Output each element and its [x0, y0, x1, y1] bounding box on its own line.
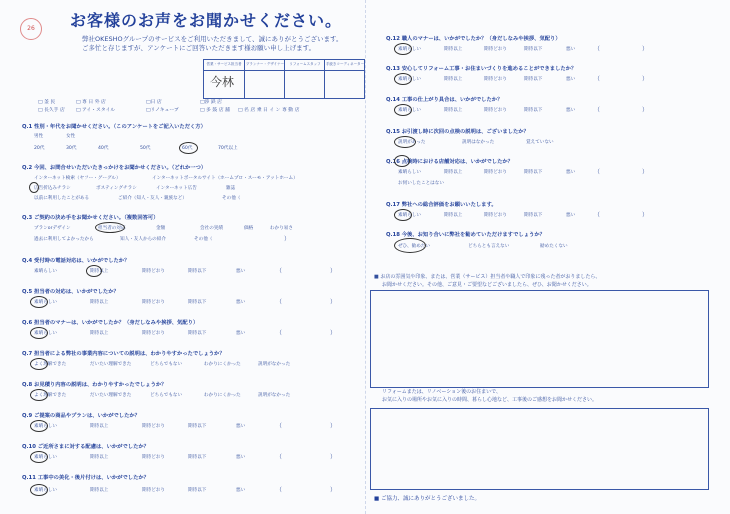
option-source[interactable]: インターネットポータルサイト（ホームプロ・スーモ・アットホーム）	[152, 176, 298, 181]
option-rating[interactable]: 期待以下	[188, 300, 207, 305]
property-item[interactable]: □日 店	[146, 100, 162, 105]
option-rating[interactable]: 期待どおり	[142, 455, 165, 460]
option-male[interactable]: 男性	[34, 134, 44, 139]
option-age[interactable]: 30代	[66, 146, 77, 151]
question-18: Q.18 今後、お知り合いに弊社を勧めていただけますでしょうか？	[386, 232, 545, 238]
option-understanding[interactable]: わかりにくかった	[204, 393, 241, 398]
staff-header-coordinator: 手続きコーディネーター	[325, 62, 365, 66]
question-7: Q.7 担当者による弊社の事業内容についての説明は、わかりやすかったでしょうか？	[22, 351, 225, 357]
column-divider	[365, 0, 367, 514]
comment2-prompt-2: お気に入りの場所やお気に入りの時間、暮らし心地など、工事後のご感想をお聞かせください。	[382, 397, 598, 403]
option-rating[interactable]: 期待以上	[90, 488, 109, 493]
option-rating[interactable]: 期待以上	[90, 269, 109, 274]
property-item[interactable]: □渉 鉄 店	[200, 100, 222, 105]
option-age[interactable]: 60代	[182, 146, 193, 151]
option-rating[interactable]: 期待以上	[444, 108, 463, 113]
option-rating[interactable]: 期待以下	[524, 108, 543, 113]
selection-circle	[30, 296, 48, 308]
comment1-prompt-1: ■ お店の雰囲気や印象、または、営業（サービス）担当者や職人で印象に残った者がおりましたら、	[374, 274, 601, 280]
option-age[interactable]: 20代	[34, 146, 45, 151]
option-source[interactable]: ご紹介（知人・友人・親族など）	[118, 196, 187, 201]
selection-circle	[30, 420, 48, 432]
selection-circle	[394, 104, 412, 116]
paren-pair: （ ）	[276, 299, 337, 306]
option-source[interactable]: その他（	[222, 196, 241, 201]
property-item[interactable]: □ 長久手 店	[38, 108, 65, 113]
paren-pair: （ ）	[594, 169, 649, 176]
option-source[interactable]: ポスティングチラシ	[96, 186, 137, 191]
selection-circle	[394, 238, 426, 253]
option-source[interactable]: 以前に利用したことがある	[34, 196, 90, 201]
option-rating[interactable]: 期待どおり	[484, 47, 507, 52]
selection-circle	[30, 327, 48, 339]
comment2-prompt-1: リフォームまたは、リノベーション後のお住まいで、	[382, 389, 502, 395]
option-rating[interactable]: 悪い	[236, 455, 246, 460]
option-recommend[interactable]: 勧めたくない	[540, 244, 568, 249]
option-age[interactable]: 70代以上	[218, 146, 238, 151]
question-5: Q.5 担当者の対応は、いかがでしたか？	[22, 289, 119, 295]
option-rating[interactable]: 期待どおり	[142, 300, 165, 305]
option-rating[interactable]: 素晴らしい	[34, 455, 57, 460]
option-rating[interactable]: 悪い	[566, 77, 576, 82]
option-rating[interactable]: 素晴らしい	[398, 108, 421, 113]
option-reason[interactable]: 会社の実績	[200, 226, 223, 231]
option-rating[interactable]: 期待以上	[90, 300, 109, 305]
property-item[interactable]: □ 釜 民	[38, 100, 56, 105]
option-reason[interactable]: 担当者の対応	[98, 226, 126, 231]
option-understanding[interactable]: わかりにくかった	[204, 362, 241, 367]
option-explanation[interactable]: 覚えていない	[526, 140, 554, 145]
option-reason[interactable]: わかり易さ	[270, 226, 293, 231]
option-rating[interactable]: 期待以下	[188, 455, 207, 460]
property-item[interactable]: □ アイ・スタイル	[76, 108, 116, 113]
option-rating[interactable]: 素晴らしい	[398, 77, 421, 82]
paren-close: ）	[284, 236, 291, 243]
option-rating[interactable]: 期待以下	[188, 424, 207, 429]
option-explanation[interactable]: 説明はなかった	[462, 140, 495, 145]
thank-you-footer: ■ ご協力、誠にありがとうございました。	[374, 496, 480, 502]
intro-line-2: ご多忙と存じますが、アンケートにご回答いただきます様お願い申し上げます。	[82, 44, 316, 52]
option-rating[interactable]: 期待どおり	[142, 331, 165, 336]
question-9: Q.9 ご提案の商品やプランは、いかがでしたか？	[22, 413, 140, 419]
option-understanding[interactable]: よく理解できた	[34, 362, 67, 367]
option-female[interactable]: 女性	[66, 134, 76, 139]
option-rating[interactable]: 期待以下	[524, 170, 543, 175]
option-never-visited[interactable]: お伺いしたことはない	[398, 181, 444, 186]
option-understanding[interactable]: だいたい理解できた	[90, 362, 132, 367]
option-rating[interactable]: 期待以下	[188, 488, 207, 493]
option-rating[interactable]: 悪い	[236, 488, 246, 493]
option-rating[interactable]: 期待以下	[188, 331, 207, 336]
option-understanding[interactable]: どちらでもない	[150, 362, 183, 367]
option-rating[interactable]: 期待どおり	[142, 269, 165, 274]
option-source[interactable]: インターネット検索（ヤフー・グーグル）	[34, 176, 121, 181]
option-rating[interactable]: 期待以上	[90, 424, 109, 429]
comment1-prompt-2: お聞かせください。その他、ご意見・ご要望などございましたら、ぜひ、お聞かせください。	[382, 282, 592, 288]
option-rating[interactable]: 期待以下	[188, 269, 207, 274]
option-understanding[interactable]: 説明がなかった	[258, 362, 291, 367]
paren-pair: （ ）	[276, 454, 337, 461]
option-rating[interactable]: 期待以下	[524, 213, 543, 218]
paren-pair: （ ）	[594, 46, 649, 53]
selection-circle	[30, 484, 48, 496]
option-rating[interactable]: 悪い	[566, 47, 576, 52]
staff-header-reform: リフォームスタッフ	[289, 62, 321, 66]
selection-circle	[394, 209, 412, 221]
option-rating[interactable]: 期待どおり	[484, 213, 507, 218]
paren-pair: （ ）	[276, 487, 337, 494]
property-item[interactable]: □ 専 日 外 店	[76, 100, 106, 105]
paren-pair: （ ）	[276, 268, 337, 275]
selection-circle	[394, 155, 410, 167]
survey-title: お客様のお声をお聞かせください。	[70, 11, 343, 30]
paren-pair: （ ）	[594, 107, 649, 114]
option-rating[interactable]: 素晴らしい	[398, 47, 421, 52]
option-rating[interactable]: 期待どおり	[484, 170, 507, 175]
question-2: Q.2 今回、お問合せいただいたきっかけをお聞かせください。（どれか一つ）	[22, 165, 207, 171]
question-10: Q.10 ご近所さまに対する配慮は、いかがでしたか？	[22, 444, 149, 450]
stamp-number: 26	[27, 25, 35, 32]
option-recommend[interactable]: どちらとも言えない	[468, 244, 510, 249]
option-age[interactable]: 50代	[140, 146, 151, 151]
option-reason[interactable]: 知人・友人からの紹介	[120, 237, 166, 242]
option-rating[interactable]: 悪い	[236, 300, 246, 305]
question-8: Q.8 お見積り内容の説明は、わかりやすかったでしょうか？	[22, 382, 167, 388]
option-rating[interactable]: 期待以上	[90, 331, 109, 336]
option-understanding[interactable]: どちらでもない	[150, 393, 183, 398]
selection-circle	[179, 142, 198, 154]
option-rating[interactable]: 素晴らしい	[34, 269, 57, 274]
option-rating[interactable]: 素晴らしい	[34, 488, 57, 493]
option-rating[interactable]: 期待以上	[90, 455, 109, 460]
selection-circle	[29, 182, 39, 193]
option-understanding[interactable]: だいたい理解できた	[90, 393, 132, 398]
question-16: Q.16 点検時における店舗対応は、いかがでしたか？	[386, 159, 513, 165]
option-rating[interactable]: 悪い	[236, 424, 246, 429]
option-reason[interactable]: プランorデザイン	[34, 226, 71, 231]
question-11: Q.11 工事中の美化・後片付けは、いかがでしたか？	[22, 475, 149, 481]
option-rating[interactable]: 悪い	[566, 108, 576, 113]
option-rating[interactable]: 期待以下	[524, 77, 543, 82]
selection-circle	[30, 358, 48, 370]
question-12: Q.12 職人のマナーは、いかがでしたか？（身だしなみや挨拶、気配り）	[386, 36, 561, 42]
property-item[interactable]: □ 多 鼓 店 舗	[200, 108, 230, 113]
question-13: Q.13 安心してリフォーム工事・お住まいづくりを進めることができましたか？	[386, 66, 577, 72]
option-source[interactable]: インターネット広告	[156, 186, 197, 191]
stamp-circle	[20, 18, 42, 40]
handwritten-staff-name: 今林	[210, 75, 235, 89]
intro-line-1: 弊社OKESHOグループのサービスをご利用いただきまして、誠にありがとうございます。	[82, 35, 343, 43]
paren-pair: （ ）	[276, 423, 337, 430]
option-explanation[interactable]: 説明があった	[398, 140, 426, 145]
property-item[interactable]: □ 名 店 乗 日 イ ン 専 動 店	[238, 108, 300, 113]
option-rating[interactable]: 期待どおり	[142, 488, 165, 493]
option-source[interactable]: 広告折込みチラシ	[34, 186, 71, 191]
option-source[interactable]: 雑誌	[226, 186, 236, 191]
selection-circle	[30, 451, 48, 463]
selection-circle	[394, 73, 412, 85]
option-rating[interactable]: 期待どおり	[142, 424, 165, 429]
staff-header-sales: 営業・サービス担当者	[206, 62, 242, 66]
paren-pair: （ ）	[594, 212, 649, 219]
paren-pair: （ ）	[594, 76, 649, 83]
question-1: Q.1 性別・年代をお聞かせください。（このアンケートをご記入いただく方）	[22, 124, 206, 130]
option-reason[interactable]: その他（	[194, 237, 213, 242]
selection-circle	[394, 136, 416, 148]
question-6: Q.6 担当者のマナーは、いかがでしたか？（身だしなみや挨拶、気配り）	[22, 320, 199, 326]
selection-circle	[30, 389, 48, 401]
option-rating[interactable]: 期待以上	[444, 47, 463, 52]
option-rating[interactable]: 素晴らしい	[34, 331, 57, 336]
option-rating[interactable]: 素晴らしい	[398, 170, 421, 175]
selection-circle	[394, 43, 412, 55]
option-rating[interactable]: 期待以上	[444, 77, 463, 82]
option-reason[interactable]: 過去に利用してよかったから	[34, 237, 94, 242]
question-4: Q.4 受付時の電話対応は、いかがでしたか？	[22, 258, 130, 264]
option-rating[interactable]: 期待以上	[444, 213, 463, 218]
question-15: Q.15 お引渡し時に次回の点検の説明は、ございましたか？	[386, 129, 529, 135]
option-reason[interactable]: 価格	[244, 226, 254, 231]
option-rating[interactable]: 素晴らしい	[34, 300, 57, 305]
property-item[interactable]: □リノキューブ	[146, 108, 179, 113]
comment1-textarea[interactable]	[370, 290, 709, 388]
staff-header-planner: プランナー・デザイナー	[245, 62, 285, 66]
option-rating[interactable]: 期待以上	[444, 170, 463, 175]
selection-circle	[95, 222, 125, 233]
option-age[interactable]: 40代	[98, 146, 109, 151]
option-understanding[interactable]: 説明がなかった	[258, 393, 291, 398]
option-reason[interactable]: 金額	[156, 226, 166, 231]
paren-pair: （ ）	[276, 330, 337, 337]
option-understanding[interactable]: よく理解できた	[34, 393, 67, 398]
option-rating[interactable]: 悪い	[236, 331, 246, 336]
option-rating[interactable]: 悪い	[566, 213, 576, 218]
option-rating[interactable]: 期待どおり	[484, 77, 507, 82]
selection-circle	[86, 265, 102, 277]
option-recommend[interactable]: ぜひ、勧めたい	[398, 244, 430, 249]
question-3: Q.3 ご契約の決め手をお聞かせください。（複数回答可）	[22, 215, 159, 221]
option-rating[interactable]: 素晴らしい	[398, 213, 421, 218]
option-rating[interactable]: 期待どおり	[484, 108, 507, 113]
question-14: Q.14 工事の仕上がり具合は、いかがでしたか？	[386, 97, 503, 103]
option-rating[interactable]: 素晴らしい	[34, 424, 57, 429]
option-rating[interactable]: 期待以下	[524, 47, 543, 52]
option-rating[interactable]: 悪い	[236, 269, 246, 274]
comment2-textarea[interactable]	[370, 408, 709, 490]
option-rating[interactable]: 悪い	[566, 170, 576, 175]
question-17: Q.17 弊社への総合評価をお願いいたします。	[386, 202, 497, 208]
